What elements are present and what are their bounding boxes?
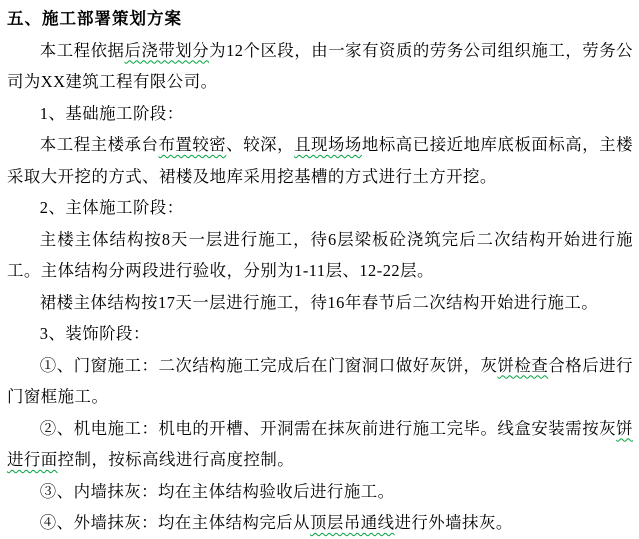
document-body (7, 35, 633, 539)
text-segment: 合格后进行门窗框施工。 (7, 355, 634, 406)
paragraph (7, 98, 633, 130)
spellcheck-flagged-text: 饼进行面 (7, 418, 633, 469)
paragraph (7, 413, 633, 476)
paragraph (7, 350, 633, 413)
text-segment: 3、装饰阶段： (39, 324, 150, 343)
paragraph (7, 192, 633, 224)
document-title: 五、施工部署策划方案 (7, 9, 182, 28)
spellcheck-flagged-text: 顶层吊通线 (310, 513, 395, 532)
text-segment: 地标高已接近地库底板面标高，主楼采取大开挖的方式、裙楼及地库采用挖基槽的方式进行土方开挖。 (7, 135, 634, 186)
text-segment: 主楼主体结构按8天一层进行施工，待6层梁板砼浇筑完后二次结构开始进行施工。主体结构分两段进行验收，分别为1-11层、12-22层。 (7, 229, 633, 280)
paragraph (7, 476, 633, 508)
text-segment: 裙楼主体结构按17天一层进行施工，待16年春节后二次结构开始进行施工。 (39, 292, 599, 312)
spellcheck-flagged-text: 饼检查 (497, 355, 549, 375)
text-segment: 进行外墙抹灰。 (394, 513, 513, 532)
text-segment: 为12个区段，由一家有资质的劳务公司组织施工，劳务公司为XX建筑工程有限公司。 (7, 40, 634, 91)
paragraph (7, 129, 633, 192)
text-segment: ①、门窗施工：二次结构施工完成后在门窗洞口做好灰饼，灰 (39, 355, 498, 375)
spellcheck-flagged-text: 布置较密 (158, 135, 227, 154)
text-segment: 控制，按标高线进行高度控制。 (57, 450, 295, 469)
spellcheck-flagged-text: 后浇带划分 (124, 40, 210, 60)
text-segment: 1、基础施工阶段： (39, 103, 184, 123)
text-segment: 2、主体施工阶段： (39, 198, 184, 217)
text-segment: 、较深， (226, 135, 295, 154)
paragraph (7, 35, 633, 98)
text-segment: ④、外墙抹灰：均在主体结构完后从 (39, 513, 311, 532)
text-segment: ②、机电施工：机电的开槽、开洞需在抹灰前进行施工完毕。线盒安装需按灰 (39, 418, 617, 438)
spellcheck-flagged-text: 且现场场 (294, 135, 362, 154)
paragraph (7, 287, 633, 319)
text-segment: ③、内墙抹灰：均在主体结构验收后进行施工。 (39, 481, 395, 501)
paragraph (7, 318, 633, 350)
text-segment: 本工程主楼承台 (39, 135, 159, 154)
text-segment: 本工程依据 (39, 40, 125, 60)
paragraph (7, 507, 633, 539)
paragraph (7, 224, 633, 287)
